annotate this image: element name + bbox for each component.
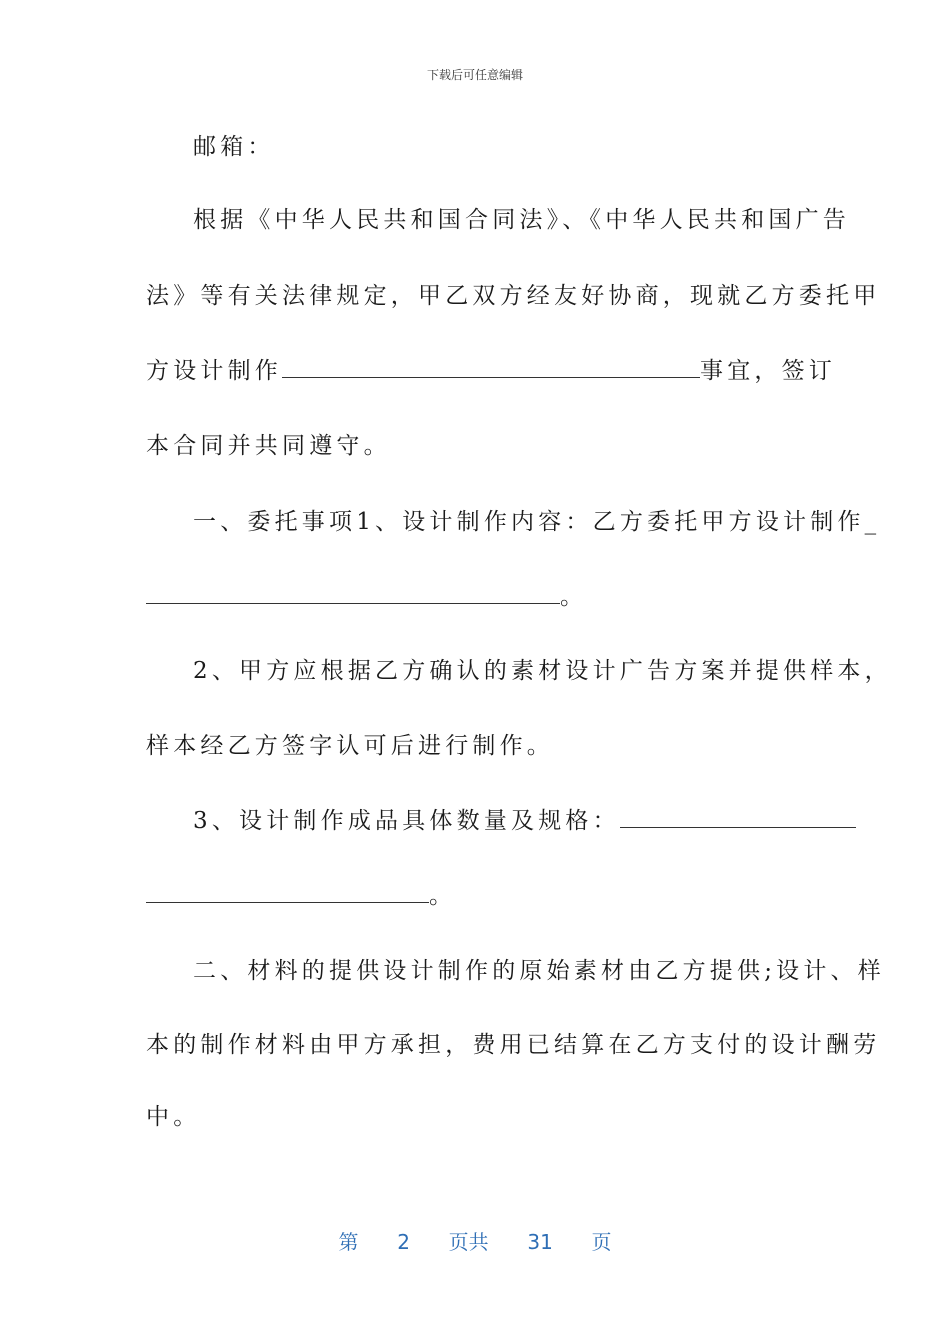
section-2-line-2: 本的制作材料由甲方承担，费用已结算在乙方支付的设计酬劳: [146, 1032, 881, 1058]
footer-suffix: 页: [591, 1230, 612, 1254]
fill-blank: [620, 807, 856, 828]
page-header: 下载后可任意编辑: [426, 68, 523, 82]
paragraph-line-2: 法》等有关法律规定，甲乙双方经友好协商，现就乙方委托甲: [146, 283, 881, 309]
page-footer: [0, 1226, 950, 1255]
section-1-title: 一、委托事项1、设计制作内容：乙方委托甲方设计制作_: [193, 509, 881, 535]
current-page-number: 2: [397, 1230, 410, 1254]
paragraph-line-4: 本合同并共同遵守。: [146, 433, 391, 459]
line-end: 。: [560, 584, 588, 610]
line-text-b: 事宜，签订: [700, 358, 836, 384]
section-2-line-1: 二、材料的提供设计制作的原始素材由乙方提供;设计、样: [193, 958, 885, 984]
section-2-line-3: 中。: [146, 1104, 201, 1130]
email-line: 邮箱：: [193, 134, 275, 160]
paragraph-line-1: 根据《中华人民共和国合同法》、《中华人民共和国广告: [193, 207, 850, 233]
item-2-line-1: 2、甲方应根据乙方确认的素材设计广告方案并提供样本，: [193, 658, 892, 684]
line-text-a: 方设计制作: [146, 358, 282, 384]
line-text: 3、设计制作成品具体数量及规格：: [193, 808, 620, 834]
paragraph-line-3: [146, 356, 836, 386]
footer-middle: 页共: [448, 1230, 489, 1254]
fill-blank: [146, 583, 560, 604]
footer-prefix: 第: [338, 1230, 359, 1254]
total-pages-number: 31: [527, 1230, 553, 1254]
section-1-blank-line: [146, 582, 587, 612]
item-3-line-1: [193, 806, 856, 836]
line-end: 。: [429, 883, 457, 909]
item-3-line-2: [146, 881, 456, 911]
fill-blank: [282, 357, 700, 378]
fill-blank: [146, 882, 429, 903]
item-2-line-2: 样本经乙方签字认可后进行制作。: [146, 733, 554, 759]
